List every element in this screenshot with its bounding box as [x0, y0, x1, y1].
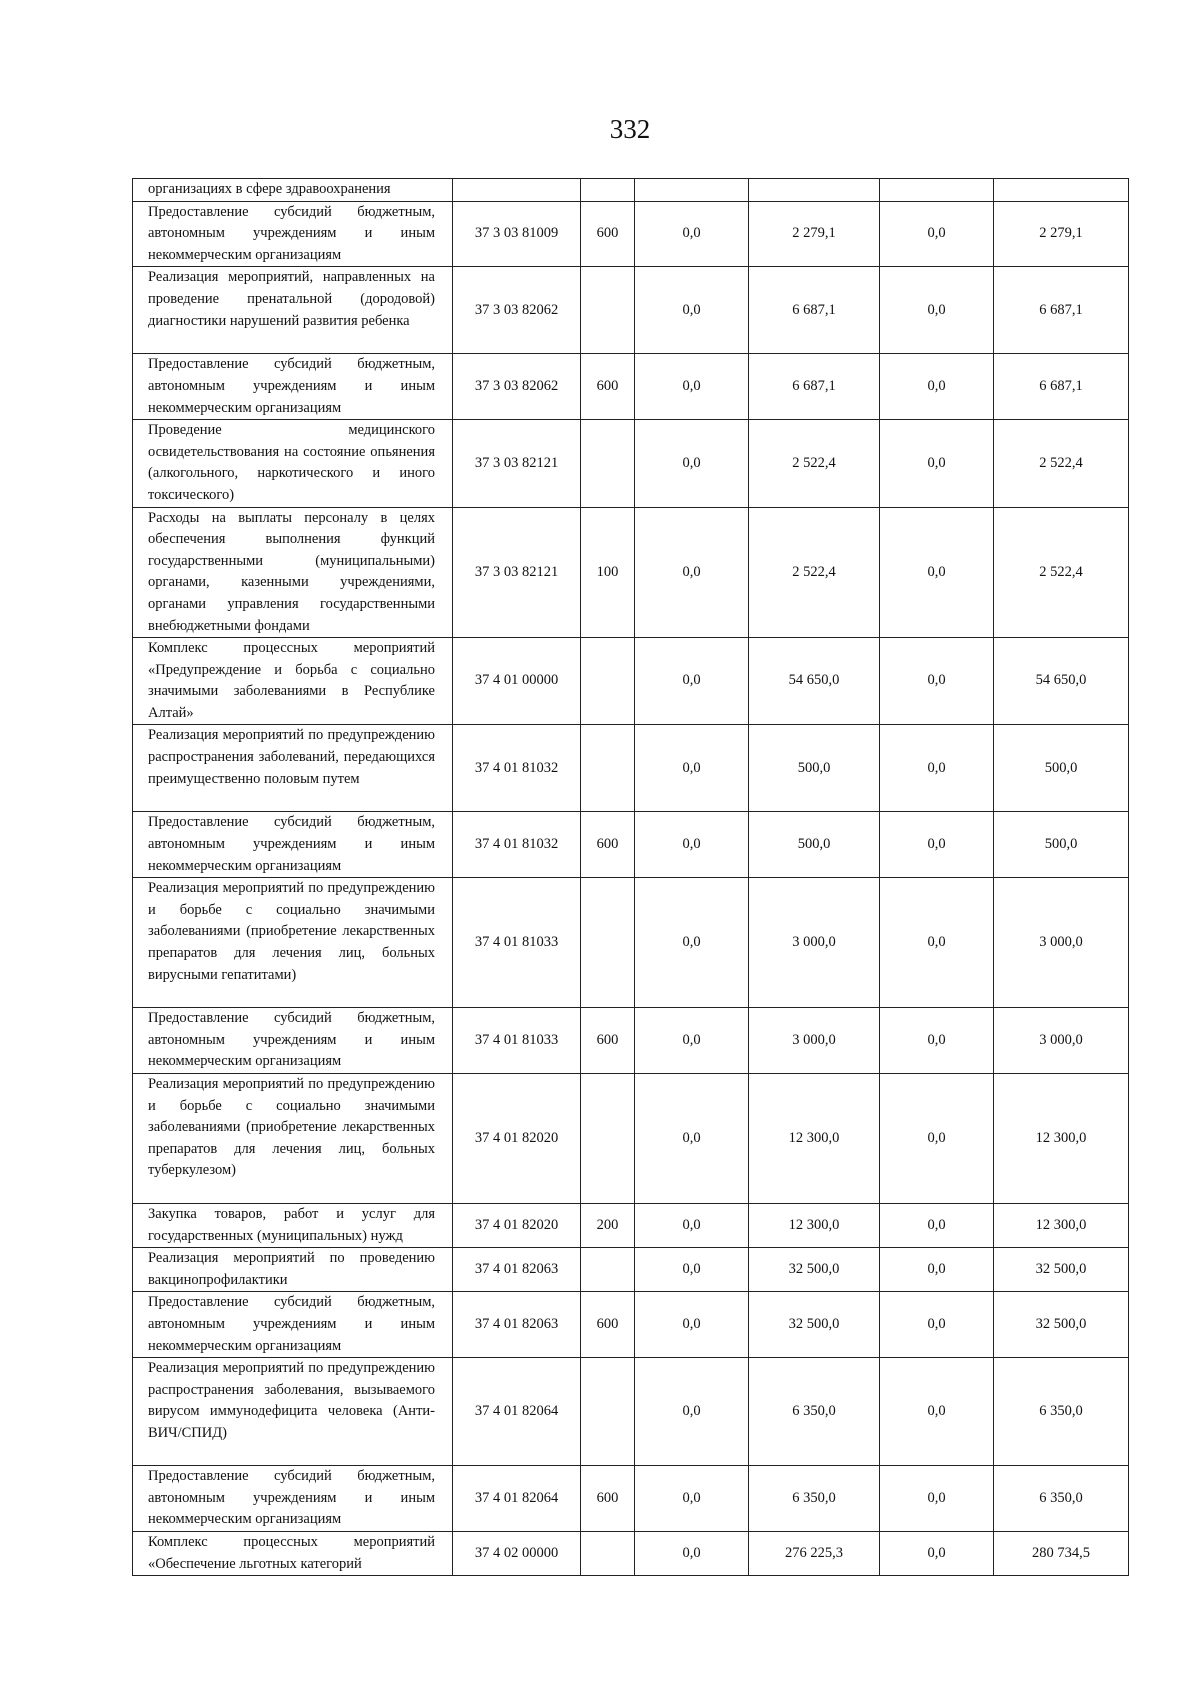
- row-expense-type-cell: [581, 1358, 635, 1466]
- row-name-cell: Реализация мероприятий по предупреждению и борьбе с социально значимыми заболеваниями (приобретение лекарственных препаратов для лечения лиц, больных туберкулезом): [133, 1074, 453, 1204]
- row-value-cell-1: 0,0: [635, 725, 749, 812]
- table-row: [133, 420, 1129, 507]
- row-value-cell-1: 0,0: [635, 1466, 749, 1532]
- table-row: [133, 1248, 1129, 1292]
- row-value-cell-4: 12 300,0: [994, 1074, 1129, 1204]
- row-value-cell-2: 2 279,1: [749, 201, 880, 267]
- row-value-cell-4: [994, 179, 1129, 202]
- row-name-cell: Комплекс процессных мероприятий «Обеспечение льготных категорий: [133, 1531, 453, 1575]
- row-value-cell-1: 0,0: [635, 812, 749, 878]
- row-code-cell: 37 3 03 82062: [453, 267, 581, 354]
- row-expense-type-cell: 600: [581, 354, 635, 420]
- row-expense-type-cell: 600: [581, 201, 635, 267]
- row-expense-type-cell: [581, 267, 635, 354]
- row-expense-type-cell: [581, 725, 635, 812]
- row-value-cell-3: 0,0: [880, 1204, 994, 1248]
- row-name-cell: Закупка товаров, работ и услуг для государственных (муниципальных) нужд: [133, 1204, 453, 1248]
- table-row: [133, 267, 1129, 354]
- row-value-cell-3: 0,0: [880, 725, 994, 812]
- row-value-cell-4: 280 734,5: [994, 1531, 1129, 1575]
- row-value-cell-4: 3 000,0: [994, 1008, 1129, 1074]
- table-row: [133, 179, 1129, 202]
- table-row: [133, 1466, 1129, 1532]
- row-code-cell: 37 3 03 82121: [453, 420, 581, 507]
- row-value-cell-1: 0,0: [635, 1531, 749, 1575]
- page-number: 332: [609, 114, 651, 144]
- row-expense-type-cell: 600: [581, 812, 635, 878]
- row-code-cell: 37 3 03 82062: [453, 354, 581, 420]
- row-name-cell: Предоставление субсидий бюджетным, автономным учреждениям и иным некоммерческим организациям: [133, 1008, 453, 1074]
- row-value-cell-2: 2 522,4: [749, 507, 880, 638]
- row-value-cell-1: 0,0: [635, 420, 749, 507]
- row-code-cell: 37 4 01 00000: [453, 638, 581, 725]
- row-value-cell-2: 6 687,1: [749, 267, 880, 354]
- row-value-cell-4: 2 522,4: [994, 420, 1129, 507]
- row-value-cell-4: 54 650,0: [994, 638, 1129, 725]
- row-value-cell-1: 0,0: [635, 1008, 749, 1074]
- row-value-cell-3: 0,0: [880, 812, 994, 878]
- row-value-cell-3: 0,0: [880, 420, 994, 507]
- table-row: [133, 1531, 1129, 1575]
- row-value-cell-4: 3 000,0: [994, 878, 1129, 1008]
- row-name-cell: Реализация мероприятий по предупреждению распространения заболеваний, передающихся преимущественно половым путем: [133, 725, 453, 812]
- row-expense-type-cell: 600: [581, 1008, 635, 1074]
- row-value-cell-4: 500,0: [994, 812, 1129, 878]
- row-value-cell-2: 32 500,0: [749, 1248, 880, 1292]
- row-name-cell: Реализация мероприятий по проведению вакцинопрофилактики: [133, 1248, 453, 1292]
- row-value-cell-2: 6 687,1: [749, 354, 880, 420]
- row-name-cell: Проведение медицинского освидетельствования на состояние опьянения (алкогольного, наркотического и иного токсического): [133, 420, 453, 507]
- row-code-cell: 37 4 01 82063: [453, 1292, 581, 1358]
- row-value-cell-1: 0,0: [635, 1292, 749, 1358]
- table-row: [133, 1204, 1129, 1248]
- row-code-cell: 37 3 03 81009: [453, 201, 581, 267]
- row-expense-type-cell: [581, 420, 635, 507]
- row-code-cell: 37 4 01 82063: [453, 1248, 581, 1292]
- row-value-cell-4: 6 350,0: [994, 1466, 1129, 1532]
- row-value-cell-3: 0,0: [880, 878, 994, 1008]
- row-value-cell-3: 0,0: [880, 1531, 994, 1575]
- row-value-cell-2: 32 500,0: [749, 1292, 880, 1358]
- row-value-cell-3: 0,0: [880, 638, 994, 725]
- row-name-cell: Предоставление субсидий бюджетным, автономным учреждениям и иным некоммерческим организациям: [133, 1466, 453, 1532]
- row-expense-type-cell: [581, 1074, 635, 1204]
- row-expense-type-cell: 600: [581, 1466, 635, 1532]
- row-value-cell-3: [880, 179, 994, 202]
- row-code-cell: 37 4 01 81032: [453, 725, 581, 812]
- row-value-cell-2: 6 350,0: [749, 1358, 880, 1466]
- row-name-cell: организациях в сфере здравоохранения: [133, 179, 453, 202]
- row-code-cell: 37 4 01 81033: [453, 878, 581, 1008]
- row-value-cell-4: 6 687,1: [994, 267, 1129, 354]
- row-value-cell-3: 0,0: [880, 354, 994, 420]
- row-name-cell: Предоставление субсидий бюджетным, автономным учреждениям и иным некоммерческим организациям: [133, 201, 453, 267]
- row-value-cell-1: 0,0: [635, 878, 749, 1008]
- table-row: [133, 878, 1129, 1008]
- row-name-cell: Реализация мероприятий по предупреждению распространения заболевания, вызываемого вирусом иммунодефицита человека (Анти-ВИЧ/СПИД): [133, 1358, 453, 1466]
- row-value-cell-4: 2 279,1: [994, 201, 1129, 267]
- row-value-cell-4: 500,0: [994, 725, 1129, 812]
- row-value-cell-1: 0,0: [635, 201, 749, 267]
- table-row: [133, 354, 1129, 420]
- row-expense-type-cell: 100: [581, 507, 635, 638]
- row-value-cell-3: 0,0: [880, 507, 994, 638]
- row-value-cell-2: 12 300,0: [749, 1074, 880, 1204]
- row-name-cell: Предоставление субсидий бюджетным, автономным учреждениям и иным некоммерческим организациям: [133, 354, 453, 420]
- row-value-cell-2: 54 650,0: [749, 638, 880, 725]
- row-name-cell: Расходы на выплаты персоналу в целях обеспечения выполнения функций государственными (муниципальными) органами, казенными учреждениями, органами управления государственными внебюджетными фондами: [133, 507, 453, 638]
- row-value-cell-1: 0,0: [635, 638, 749, 725]
- row-value-cell-4: 6 687,1: [994, 354, 1129, 420]
- table-row: [133, 1008, 1129, 1074]
- row-value-cell-2: 6 350,0: [749, 1466, 880, 1532]
- row-value-cell-1: 0,0: [635, 354, 749, 420]
- table-row: [133, 1358, 1129, 1466]
- table-row: [133, 201, 1129, 267]
- row-code-cell: 37 4 01 82064: [453, 1358, 581, 1466]
- table-row: [133, 507, 1129, 638]
- row-name-cell: Предоставление субсидий бюджетным, автономным учреждениям и иным некоммерческим организациям: [133, 1292, 453, 1358]
- table-row: [133, 1074, 1129, 1204]
- row-value-cell-2: 12 300,0: [749, 1204, 880, 1248]
- table-row: [133, 638, 1129, 725]
- row-value-cell-4: 2 522,4: [994, 507, 1129, 638]
- row-value-cell-4: 32 500,0: [994, 1248, 1129, 1292]
- row-code-cell: [453, 179, 581, 202]
- row-value-cell-3: 0,0: [880, 1292, 994, 1358]
- row-value-cell-1: 0,0: [635, 1248, 749, 1292]
- row-value-cell-1: 0,0: [635, 1204, 749, 1248]
- row-value-cell-3: 0,0: [880, 1358, 994, 1466]
- row-value-cell-1: [635, 179, 749, 202]
- row-expense-type-cell: [581, 878, 635, 1008]
- row-value-cell-2: 3 000,0: [749, 878, 880, 1008]
- row-expense-type-cell: [581, 1248, 635, 1292]
- row-value-cell-3: 0,0: [880, 201, 994, 267]
- row-expense-type-cell: [581, 179, 635, 202]
- row-value-cell-2: 2 522,4: [749, 420, 880, 507]
- row-value-cell-1: 0,0: [635, 507, 749, 638]
- row-name-cell: Комплекс процессных мероприятий «Предупреждение и борьба с социально значимыми заболеваниями в Республике Алтай»: [133, 638, 453, 725]
- row-expense-type-cell: 200: [581, 1204, 635, 1248]
- row-code-cell: 37 4 01 82020: [453, 1074, 581, 1204]
- row-value-cell-3: 0,0: [880, 267, 994, 354]
- row-code-cell: 37 4 01 82020: [453, 1204, 581, 1248]
- table-row: [133, 1292, 1129, 1358]
- row-value-cell-2: 500,0: [749, 725, 880, 812]
- row-value-cell-1: 0,0: [635, 267, 749, 354]
- row-value-cell-4: 6 350,0: [994, 1358, 1129, 1466]
- row-value-cell-2: 276 225,3: [749, 1531, 880, 1575]
- row-value-cell-3: 0,0: [880, 1248, 994, 1292]
- row-value-cell-4: 12 300,0: [994, 1204, 1129, 1248]
- row-value-cell-1: 0,0: [635, 1358, 749, 1466]
- row-value-cell-3: 0,0: [880, 1008, 994, 1074]
- row-expense-type-cell: [581, 1531, 635, 1575]
- row-value-cell-3: 0,0: [880, 1466, 994, 1532]
- row-code-cell: 37 4 01 81032: [453, 812, 581, 878]
- row-name-cell: Реализация мероприятий по предупреждению и борьбе с социально значимыми заболеваниями (приобретение лекарственных препаратов для лечения лиц, больных вирусными гепатитами): [133, 878, 453, 1008]
- row-value-cell-4: 32 500,0: [994, 1292, 1129, 1358]
- row-code-cell: 37 4 01 81033: [453, 1008, 581, 1074]
- budget-table: [132, 178, 1129, 1576]
- row-code-cell: 37 3 03 82121: [453, 507, 581, 638]
- table-row: [133, 812, 1129, 878]
- row-value-cell-3: 0,0: [880, 1074, 994, 1204]
- table-row: [133, 725, 1129, 812]
- row-name-cell: Реализация мероприятий, направленных на проведение пренатальной (дородовой) диагностики нарушений развития ребенка: [133, 267, 453, 354]
- row-value-cell-2: [749, 179, 880, 202]
- row-value-cell-2: 500,0: [749, 812, 880, 878]
- row-value-cell-2: 3 000,0: [749, 1008, 880, 1074]
- row-value-cell-1: 0,0: [635, 1074, 749, 1204]
- row-code-cell: 37 4 02 00000: [453, 1531, 581, 1575]
- row-expense-type-cell: 600: [581, 1292, 635, 1358]
- row-expense-type-cell: [581, 638, 635, 725]
- row-code-cell: 37 4 01 82064: [453, 1466, 581, 1532]
- row-name-cell: Предоставление субсидий бюджетным, автономным учреждениям и иным некоммерческим организациям: [133, 812, 453, 878]
